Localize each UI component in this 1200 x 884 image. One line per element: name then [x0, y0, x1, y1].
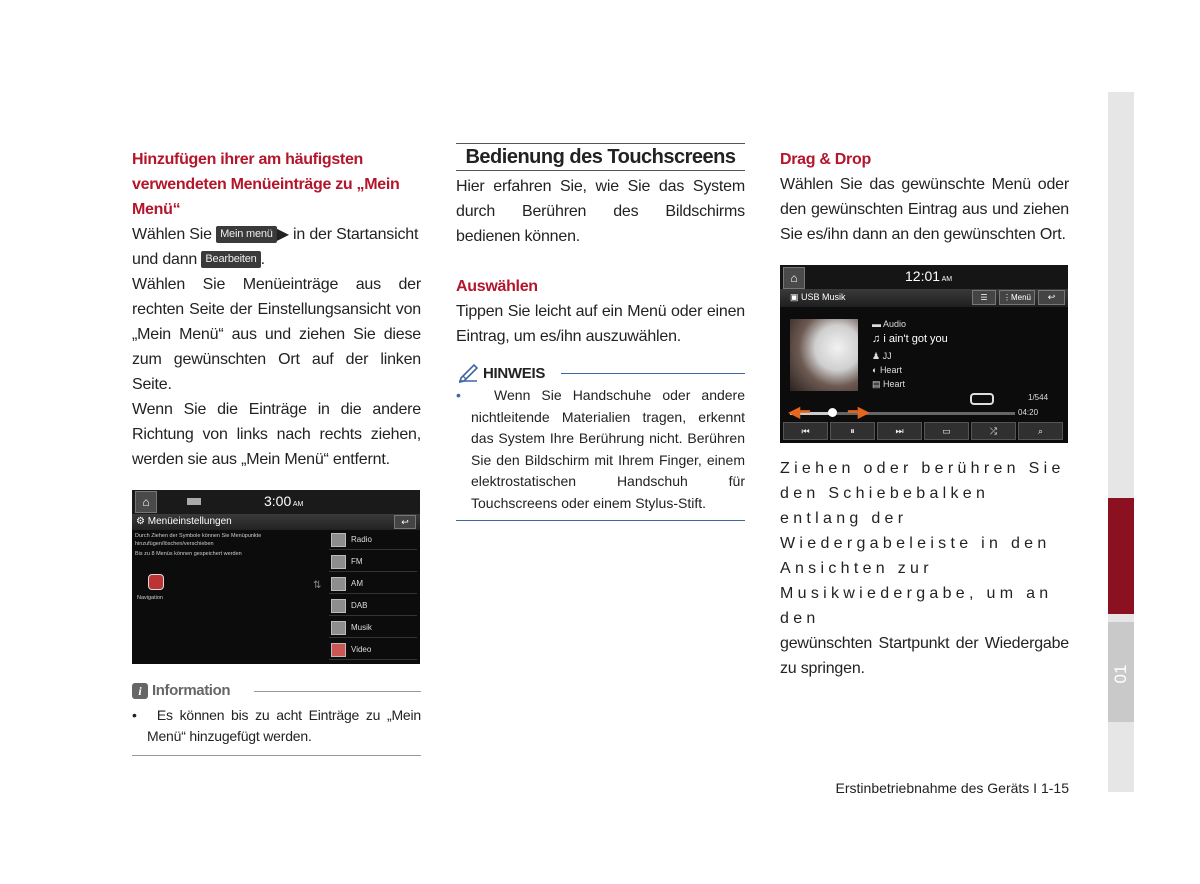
slider-paragraph: Ziehen oder berühren Sie den Schiebebalken entlang der Wiedergabeleiste in den Ansichten zur Musikwiedergabe, um an den [780, 460, 1065, 627]
heading-drag-drop: Drag & Drop [780, 151, 871, 168]
menu-button: ⋮Menü [999, 290, 1035, 305]
drag-left-arrow-icon: ◀━ [788, 404, 810, 421]
hinweis-header [456, 363, 745, 383]
artist-label: ♟ JJ [872, 351, 892, 361]
home-icon: ⌂ [783, 267, 805, 289]
menu-item-radio: Radio [329, 530, 417, 550]
clock: 3:00 AM [264, 493, 304, 509]
menu-item-fm: FM [329, 552, 417, 572]
section-title: Bedienung des Touchscreens [456, 143, 745, 171]
information-bullet: • Es können bis zu acht Einträge zu „Mein Menü“ hinzugefügt werden. [132, 707, 421, 744]
swap-arrows-icon: ⇅ [313, 580, 322, 591]
menu-settings-screenshot: ⌂ 3:00 AM ⚙ Menüeinstellungen ↩ Durch Ziehen der Symbole können Sie Menüpunkte hinzufügen/löschen/verschieben Bis zu 8 Menüs können gespeichert werden Navigation ⇅ Radio FM AM DAB Musik Video [132, 490, 420, 664]
select-paragraph: Tippen Sie leicht auf ein Menü oder einen Eintrag, um es/ihn auszuwählen. [456, 303, 745, 345]
music-player-screenshot [780, 265, 1068, 443]
navigation-icon [148, 574, 164, 590]
column-right [780, 140, 1069, 681]
drag-paragraph: Wählen Sie das gewünschte Menü oder den gewünschten Eintrag aus und ziehen Sie es/ihn dann an den gewünschten Ort. [780, 176, 1069, 243]
list-icon: ☰ [972, 290, 996, 305]
usb-icon [187, 498, 201, 505]
home-icon: ⌂ [135, 491, 157, 513]
paragraph-drag-items: Wählen Sie Menüeinträge aus der rechten Seite der Einstellungsansicht von „Mein Menü“ aus und ziehen Sie diese zum gewünschten Ort auf der linken Seite. [132, 276, 421, 393]
folder-label: ▬ Audio [872, 319, 907, 329]
hinweis-title: HINWEIS [483, 364, 546, 382]
back-icon: ↩ [394, 515, 416, 529]
song-title: ♫ i ain't got you [872, 333, 948, 345]
progress-slider-handle[interactable] [828, 408, 837, 417]
mein-menu-button-label: Mein menü [216, 226, 277, 243]
intro-paragraph: Hier erfahren Sie, wie Sie das System durch Berühren des Bildschirms bedienen können. [456, 178, 745, 245]
track-count: 1/544 [1028, 393, 1049, 402]
information-box-header [132, 682, 421, 699]
menu-item-video: Video [329, 640, 417, 660]
next-button[interactable]: ⏭ [877, 422, 922, 440]
paragraph-select: Wählen Sie Mein menü ▶ in der Startansicht und dann Bearbeiten . [132, 226, 419, 268]
heading-auswaehlen: Auswählen [456, 278, 538, 295]
column-left [132, 140, 421, 756]
hinweis-bullet: • Wenn Sie Handschuhe oder andere nichtleitende Materialien tragen, erkennt das System Ihre Berührung nicht. Berühren Sie den Bildschirm mit Ihrem Finger, einem elektrostatischen Handschuh für Touchscreens oder einem Stylus-Stift. [456, 387, 746, 511]
heading-mein-menu: Hinzufügen ihrer am häufigsten verwendeten Menüeinträge zu „Mein Menü“ [132, 151, 400, 218]
information-title: Information [152, 682, 231, 699]
page-footer: Erstinbetriebnahme des Geräts I 1-15 [835, 780, 1069, 796]
shuffle-button[interactable]: ⤮ [971, 422, 1016, 440]
pause-button[interactable]: ⏸ [830, 422, 875, 440]
chapter-tab-active [1108, 498, 1134, 614]
previous-button[interactable]: ⏮ [783, 422, 828, 440]
menu-item-am: AM [329, 574, 417, 594]
bearbeiten-button-label: Bearbeiten [201, 251, 260, 268]
back-icon: ↩ [1038, 290, 1065, 305]
pen-icon [456, 363, 480, 383]
menu-item-musik: Musik [329, 618, 417, 638]
drag-right-arrow-icon: ━▶ [848, 404, 870, 421]
slider-paragraph-end: gewünschten Startpunkt der Wiedergabe zu springen. [780, 635, 1069, 677]
genre-label: ▤ Heart [872, 379, 906, 389]
album-label: ◐ Heart [872, 365, 902, 375]
paragraph-remove-items: Wenn Sie die Einträge in die andere Richtung von links nach rechts ziehen, werden sie aus „Mein Menü“ entfernt. [132, 401, 421, 468]
album-art [790, 319, 858, 391]
source-label: ▣ USB Musik [790, 292, 846, 302]
menu-item-dab: DAB [329, 596, 417, 616]
repeat-icon [970, 393, 994, 405]
settings-title: ⚙ Menüeinstellungen [136, 516, 232, 527]
repeat-button[interactable]: ▭ [924, 422, 969, 440]
chapter-number: 01 [1111, 664, 1130, 684]
clock: 12:01 AM [905, 268, 953, 284]
search-button[interactable]: ⌕ [1018, 422, 1063, 440]
info-icon: i [132, 683, 148, 699]
elapsed-time: 04:20 [1018, 408, 1039, 417]
column-middle [456, 140, 745, 521]
